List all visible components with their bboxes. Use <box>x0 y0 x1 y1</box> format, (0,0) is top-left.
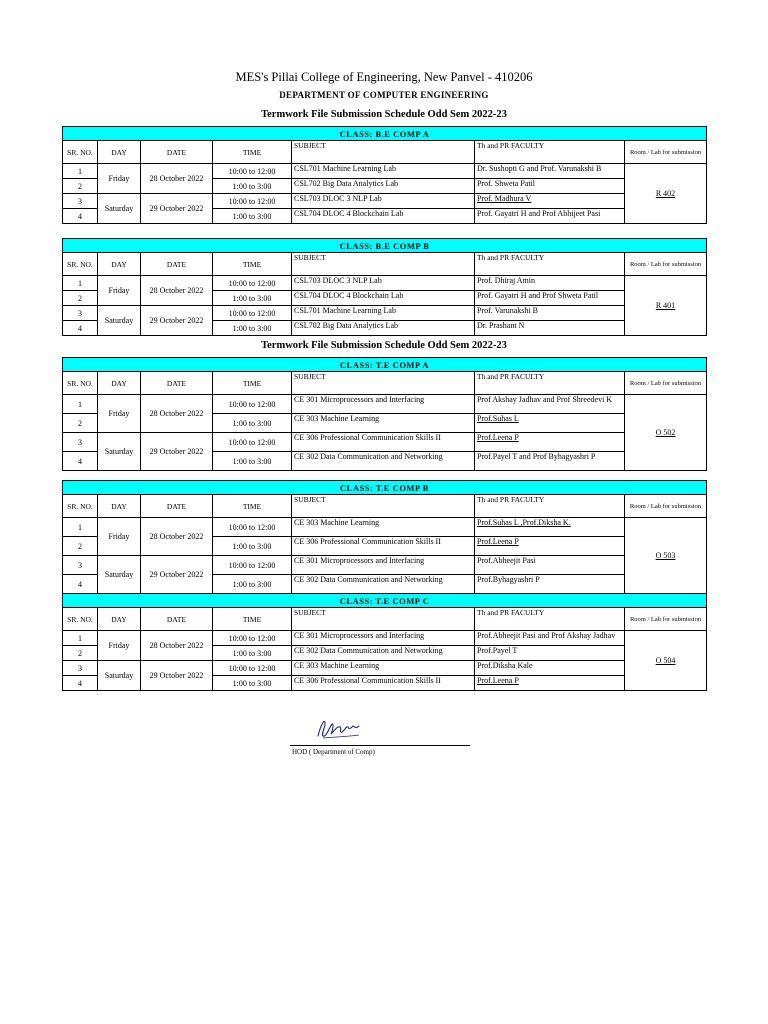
sr-no-cell: 4 <box>63 452 98 471</box>
sr-no-cell: 4 <box>63 575 98 594</box>
subject-cell: CSL702 Big Data Analytics Lab <box>292 321 475 336</box>
subject-cell: CE 306 Professional Communication Skills II <box>292 433 475 452</box>
faculty-cell: Prof.Leena P <box>475 676 625 691</box>
subject-cell: CE 302 Data Communication and Networking <box>292 646 475 661</box>
day-cell: Saturday <box>98 661 141 691</box>
room-cell: O 503 <box>625 518 707 594</box>
schedule-table <box>62 480 707 594</box>
time-cell: 10:00 to 12:00 <box>213 164 292 179</box>
col-room: Room / Lab for submission <box>625 608 707 631</box>
sr-no-cell: 2 <box>63 291 98 306</box>
schedule-title-be: Termwork File Submission Schedule Odd Sem 2022-23 <box>261 109 507 120</box>
time-cell: 10:00 to 12:00 <box>213 194 292 209</box>
col-date: DATE <box>141 141 213 164</box>
faculty-cell: Prof.Leena P <box>475 433 625 452</box>
sr-no-cell: 3 <box>63 194 98 209</box>
faculty-cell: Prof.Byhagyashri P <box>475 575 625 594</box>
room-cell: O 504 <box>625 631 707 691</box>
col-faculty: Th and PR FACULTY <box>475 372 625 395</box>
time-cell: 1:00 to 3:00 <box>213 646 292 661</box>
col-sr-no: SR. NO. <box>63 253 98 276</box>
table-row <box>63 556 707 575</box>
col-day: DAY <box>98 495 141 518</box>
sr-no-cell: 1 <box>63 164 98 179</box>
date-cell: 28 October 2022 <box>141 631 213 661</box>
col-faculty: Th and PR FACULTY <box>475 608 625 631</box>
time-cell: 1:00 to 3:00 <box>213 676 292 691</box>
faculty-cell: Prof. Dhiraj Amin <box>475 276 625 291</box>
sr-no-cell: 2 <box>63 414 98 433</box>
header-row <box>63 495 707 518</box>
faculty-cell: Prof. Gayatri H and Prof Shweta Patil <box>475 291 625 306</box>
col-time: TIME <box>213 372 292 395</box>
time-cell: 10:00 to 12:00 <box>213 306 292 321</box>
col-subject: SUBJECT <box>292 253 475 276</box>
time-cell: 1:00 to 3:00 <box>213 575 292 594</box>
col-date: DATE <box>141 608 213 631</box>
subject-cell: CE 301 Microprocessors and Interfacing <box>292 631 475 646</box>
faculty-cell: Prof. Madhura V <box>475 194 625 209</box>
col-faculty: Th and PR FACULTY <box>475 495 625 518</box>
subject-cell: CE 302 Data Communication and Networking <box>292 575 475 594</box>
class-label: CLASS: B.E COMP A <box>63 127 707 141</box>
time-cell: 1:00 to 3:00 <box>213 414 292 433</box>
day-cell: Saturday <box>98 433 141 471</box>
subject-cell: CE 302 Data Communication and Networking <box>292 452 475 471</box>
col-room: Room / Lab for submission <box>625 141 707 164</box>
date-cell: 28 October 2022 <box>141 164 213 194</box>
day-cell: Saturday <box>98 306 141 336</box>
sr-no-cell: 3 <box>63 433 98 452</box>
col-subject: SUBJECT <box>292 608 475 631</box>
col-subject: SUBJECT <box>292 495 475 518</box>
sr-no-cell: 3 <box>63 306 98 321</box>
department-name: DEPARTMENT OF COMPUTER ENGINEERING <box>279 90 489 100</box>
col-date: DATE <box>141 495 213 518</box>
time-cell: 1:00 to 3:00 <box>213 321 292 336</box>
subject-cell: CSL704 DLOC 4 Blockchain Lab <box>292 209 475 224</box>
class-label: CLASS: T.E COMP C <box>63 594 707 608</box>
faculty-cell: Prof. Varunakshi B <box>475 306 625 321</box>
time-cell: 1:00 to 3:00 <box>213 452 292 471</box>
header-row <box>63 608 707 631</box>
col-time: TIME <box>213 495 292 518</box>
subject-cell: CE 303 Machine Learning <box>292 661 475 676</box>
subject-cell: CE 306 Professional Communication Skills II <box>292 537 475 556</box>
class-label: CLASS: B.E COMP B <box>63 239 707 253</box>
col-day: DAY <box>98 141 141 164</box>
subject-cell: CE 303 Machine Learning <box>292 518 475 537</box>
date-cell: 29 October 2022 <box>141 661 213 691</box>
hod-signature <box>315 714 365 742</box>
table-row <box>63 194 707 209</box>
sr-no-cell: 3 <box>63 661 98 676</box>
faculty-cell: Prof.Abheejit Pasi <box>475 556 625 575</box>
schedule-table <box>62 357 707 471</box>
faculty-cell: Dr. Sushopti G and Prof. Varunakshi B <box>475 164 625 179</box>
sr-no-cell: 4 <box>63 321 98 336</box>
subject-cell: CSL703 DLOC 3 NLP Lab <box>292 194 475 209</box>
faculty-cell: Prof.Payel T and Prof Byhagyashri P <box>475 452 625 471</box>
col-date: DATE <box>141 372 213 395</box>
subject-cell: CE 301 Microprocessors and Interfacing <box>292 395 475 414</box>
table-row <box>63 631 707 646</box>
header-row <box>63 141 707 164</box>
col-day: DAY <box>98 253 141 276</box>
schedule-title-te: Termwork File Submission Schedule Odd Sem 2022-23 <box>261 340 507 351</box>
sr-no-cell: 4 <box>63 209 98 224</box>
time-cell: 10:00 to 12:00 <box>213 631 292 646</box>
date-cell: 28 October 2022 <box>141 518 213 556</box>
col-time: TIME <box>213 141 292 164</box>
day-cell: Friday <box>98 395 141 433</box>
day-cell: Saturday <box>98 556 141 594</box>
faculty-cell: Prof.Suhas L ,Prof.Diksha K. <box>475 518 625 537</box>
class-label: CLASS: T.E COMP A <box>63 358 707 372</box>
date-cell: 29 October 2022 <box>141 306 213 336</box>
time-cell: 10:00 to 12:00 <box>213 661 292 676</box>
faculty-cell: Prof. Gayatri H and Prof Abhijeet Pasi <box>475 209 625 224</box>
time-cell: 10:00 to 12:00 <box>213 276 292 291</box>
time-cell: 10:00 to 12:00 <box>213 518 292 537</box>
time-cell: 1:00 to 3:00 <box>213 179 292 194</box>
subject-cell: CSL701 Machine Learning Lab <box>292 306 475 321</box>
sr-no-cell: 1 <box>63 631 98 646</box>
room-cell: O 502 <box>625 395 707 471</box>
hod-caption: HOD ( Department of Comp) <box>292 748 375 756</box>
date-cell: 29 October 2022 <box>141 433 213 471</box>
faculty-cell: Prof. Shweta Patil <box>475 179 625 194</box>
faculty-cell: Prof.Abheejit Pasi and Prof Akshay Jadhav <box>475 631 625 646</box>
faculty-cell: Dr. Prashant N <box>475 321 625 336</box>
schedule-table <box>62 593 707 691</box>
faculty-cell: Prof.Diksha Kale <box>475 661 625 676</box>
table-row <box>63 433 707 452</box>
sr-no-cell: 3 <box>63 556 98 575</box>
date-cell: 29 October 2022 <box>141 556 213 594</box>
class-label: CLASS: T.E COMP B <box>63 481 707 495</box>
sr-no-cell: 2 <box>63 646 98 661</box>
time-cell: 1:00 to 3:00 <box>213 537 292 556</box>
col-time: TIME <box>213 253 292 276</box>
day-cell: Saturday <box>98 194 141 224</box>
date-cell: 29 October 2022 <box>141 194 213 224</box>
faculty-cell: Prof.Payel T <box>475 646 625 661</box>
subject-cell: CSL702 Big Data Analytics Lab <box>292 179 475 194</box>
col-day: DAY <box>98 608 141 631</box>
table-row <box>63 306 707 321</box>
sr-no-cell: 1 <box>63 276 98 291</box>
subject-cell: CE 301 Microprocessors and Interfacing <box>292 556 475 575</box>
col-sr-no: SR. NO. <box>63 495 98 518</box>
subject-cell: CE 303 Machine Learning <box>292 414 475 433</box>
day-cell: Friday <box>98 518 141 556</box>
col-faculty: Th and PR FACULTY <box>475 141 625 164</box>
time-cell: 10:00 to 12:00 <box>213 395 292 414</box>
col-subject: SUBJECT <box>292 141 475 164</box>
day-cell: Friday <box>98 164 141 194</box>
subject-cell: CSL703 DLOC 3 NLP Lab <box>292 276 475 291</box>
faculty-cell: Prof.Leena P <box>475 537 625 556</box>
subject-cell: CSL704 DLOC 4 Blockchain Lab <box>292 291 475 306</box>
date-cell: 28 October 2022 <box>141 276 213 306</box>
col-room: Room / Lab for submission <box>625 495 707 518</box>
sr-no-cell: 1 <box>63 518 98 537</box>
room-cell: R 401 <box>625 276 707 336</box>
date-cell: 28 October 2022 <box>141 395 213 433</box>
signature-line <box>290 745 470 746</box>
schedule-table <box>62 126 707 224</box>
day-cell: Friday <box>98 631 141 661</box>
col-room: Room / Lab for submission <box>625 253 707 276</box>
table-row <box>63 518 707 537</box>
col-day: DAY <box>98 372 141 395</box>
time-cell: 10:00 to 12:00 <box>213 433 292 452</box>
faculty-cell: Prof.Suhas L <box>475 414 625 433</box>
room-cell: R 402 <box>625 164 707 224</box>
header-row <box>63 372 707 395</box>
time-cell: 1:00 to 3:00 <box>213 291 292 306</box>
col-sr-no: SR. NO. <box>63 608 98 631</box>
col-date: DATE <box>141 253 213 276</box>
college-name: MES's Pillai College of Engineering, New Panvel - 410206 <box>235 70 533 84</box>
subject-cell: CSL701 Machine Learning Lab <box>292 164 475 179</box>
time-cell: 10:00 to 12:00 <box>213 556 292 575</box>
col-faculty: Th and PR FACULTY <box>475 253 625 276</box>
col-subject: SUBJECT <box>292 372 475 395</box>
table-row <box>63 661 707 676</box>
col-room: Room / Lab for submission <box>625 372 707 395</box>
time-cell: 1:00 to 3:00 <box>213 209 292 224</box>
schedule-table <box>62 238 707 336</box>
sr-no-cell: 4 <box>63 676 98 691</box>
faculty-cell: Prof Akshay Jadhav and Prof Shreedevi K <box>475 395 625 414</box>
col-sr-no: SR. NO. <box>63 141 98 164</box>
day-cell: Friday <box>98 276 141 306</box>
sr-no-cell: 1 <box>63 395 98 414</box>
header-row <box>63 253 707 276</box>
col-time: TIME <box>213 608 292 631</box>
col-sr-no: SR. NO. <box>63 372 98 395</box>
subject-cell: CE 306 Professional Communication Skills II <box>292 676 475 691</box>
table-row <box>63 164 707 179</box>
sr-no-cell: 2 <box>63 179 98 194</box>
table-row <box>63 395 707 414</box>
table-row <box>63 276 707 291</box>
sr-no-cell: 2 <box>63 537 98 556</box>
